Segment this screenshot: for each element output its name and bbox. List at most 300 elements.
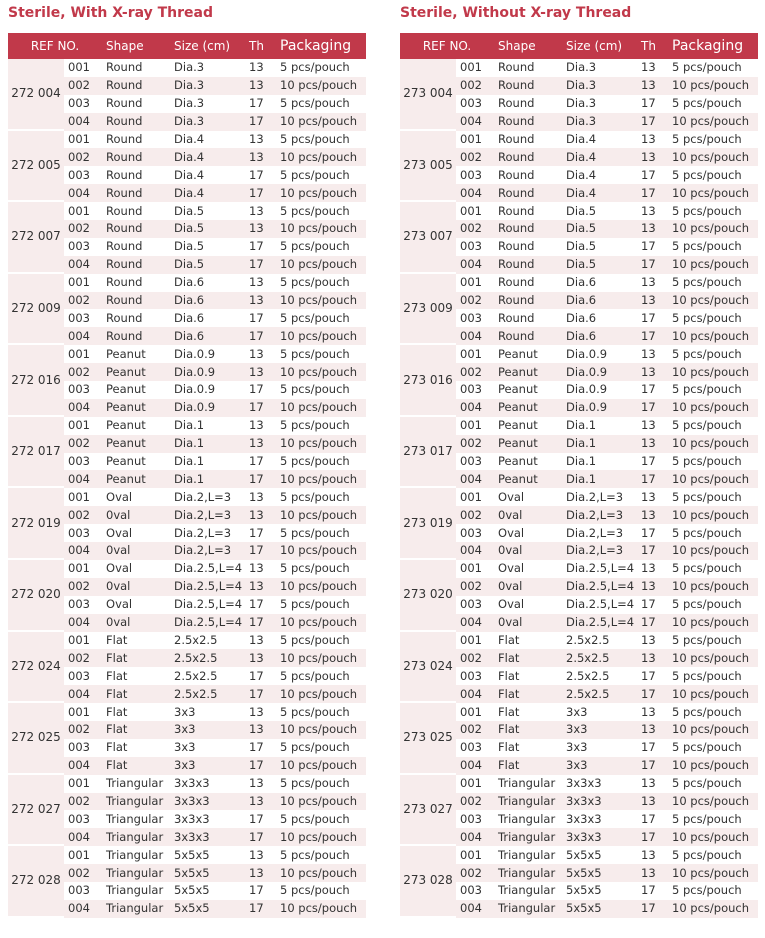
cell-sub-ref: 002 <box>64 506 102 524</box>
cell-size: Dia.3 <box>170 95 245 113</box>
cell-thickness: 13 <box>637 560 668 578</box>
cell-shape: Round <box>102 113 170 131</box>
panel-with-xray <box>8 0 366 918</box>
cell-size: 5x5x5 <box>170 900 245 918</box>
cell-sub-ref: 001 <box>456 846 494 864</box>
table-row <box>400 59 758 77</box>
cell-packaging: 10 pcs/pouch <box>668 542 758 560</box>
cell-thickness: 17 <box>637 453 668 471</box>
cell-size: Dia.0.9 <box>562 363 637 381</box>
cell-shape: 0val <box>102 578 170 596</box>
cell-size: 5x5x5 <box>562 882 637 900</box>
cell-size: 3x3x3 <box>170 775 245 793</box>
cell-sub-ref: 003 <box>456 596 494 614</box>
cell-shape: 0val <box>494 506 562 524</box>
cell-size: 5x5x5 <box>562 846 637 864</box>
cell-shape: Flat <box>102 757 170 775</box>
cell-thickness: 17 <box>637 596 668 614</box>
cell-shape: Flat <box>494 649 562 667</box>
cell-sub-ref: 001 <box>64 632 102 650</box>
cell-thickness: 13 <box>637 202 668 220</box>
cell-shape: Flat <box>102 649 170 667</box>
cell-thickness: 13 <box>245 632 276 650</box>
cell-size: Dia.2.5,L=4 <box>170 596 245 614</box>
table-row <box>8 274 366 292</box>
cell-sub-ref: 003 <box>456 453 494 471</box>
cell-packaging: 10 pcs/pouch <box>276 77 366 95</box>
cell-size: 3x3x3 <box>562 775 637 793</box>
cell-shape: Triangular <box>102 775 170 793</box>
cell-shape: Oval <box>494 596 562 614</box>
table-row <box>400 846 758 864</box>
cell-thickness: 17 <box>637 381 668 399</box>
header-ref-no: REF NO. <box>8 33 102 59</box>
cell-packaging: 10 pcs/pouch <box>668 506 758 524</box>
cell-shape: Flat <box>102 632 170 650</box>
table-row <box>400 632 758 650</box>
cell-shape: Triangular <box>102 882 170 900</box>
cell-packaging: 5 pcs/pouch <box>668 882 758 900</box>
cell-shape: Round <box>102 131 170 149</box>
cell-size: Dia.2.5,L=4 <box>562 596 637 614</box>
cell-sub-ref: 002 <box>64 435 102 453</box>
cell-shape: Triangular <box>102 793 170 811</box>
table-row <box>8 703 366 721</box>
cell-sub-ref: 002 <box>456 77 494 95</box>
cell-sub-ref: 001 <box>456 775 494 793</box>
cell-packaging: 5 pcs/pouch <box>276 739 366 757</box>
cell-size: Dia.0.9 <box>562 399 637 417</box>
cell-size: Dia.0.9 <box>170 363 245 381</box>
cell-shape: Round <box>102 309 170 327</box>
cell-packaging: 10 pcs/pouch <box>276 793 366 811</box>
cell-ref-no: 272 025 <box>8 703 64 775</box>
cell-size: Dia.3 <box>170 59 245 77</box>
cell-packaging: 10 pcs/pouch <box>668 828 758 846</box>
cell-sub-ref: 002 <box>456 435 494 453</box>
cell-shape: Triangular <box>102 900 170 918</box>
cell-packaging: 10 pcs/pouch <box>276 828 366 846</box>
cell-size: Dia.6 <box>562 327 637 345</box>
cell-packaging: 5 pcs/pouch <box>668 131 758 149</box>
cell-size: Dia.5 <box>170 238 245 256</box>
cell-packaging: 10 pcs/pouch <box>668 793 758 811</box>
cell-thickness: 13 <box>245 506 276 524</box>
cell-thickness: 17 <box>637 256 668 274</box>
cell-packaging: 10 pcs/pouch <box>668 757 758 775</box>
cell-thickness: 13 <box>245 721 276 739</box>
cell-packaging: 10 pcs/pouch <box>668 470 758 488</box>
cell-packaging: 10 pcs/pouch <box>276 148 366 166</box>
cell-packaging: 5 pcs/pouch <box>668 775 758 793</box>
cell-shape: Round <box>102 292 170 310</box>
cell-packaging: 10 pcs/pouch <box>668 363 758 381</box>
cell-size: Dia.1 <box>170 435 245 453</box>
cell-thickness: 13 <box>637 506 668 524</box>
cell-sub-ref: 002 <box>456 220 494 238</box>
table-body <box>8 59 366 918</box>
cell-thickness: 13 <box>245 560 276 578</box>
cell-shape: Flat <box>494 685 562 703</box>
cell-size: Dia.1 <box>170 470 245 488</box>
cell-packaging: 5 pcs/pouch <box>276 202 366 220</box>
cell-thickness: 13 <box>245 148 276 166</box>
cell-thickness: 13 <box>245 59 276 77</box>
cell-shape: 0val <box>102 506 170 524</box>
cell-ref-no: 272 019 <box>8 488 64 560</box>
cell-shape: Triangular <box>494 846 562 864</box>
cell-sub-ref: 001 <box>64 775 102 793</box>
panel-title: Sterile, With X-ray Thread <box>8 5 214 21</box>
cell-thickness: 17 <box>637 238 668 256</box>
cell-shape: Round <box>102 238 170 256</box>
cell-size: Dia.5 <box>562 238 637 256</box>
cell-shape: Peanut <box>102 435 170 453</box>
cell-packaging: 5 pcs/pouch <box>668 381 758 399</box>
cell-ref-no: 272 027 <box>8 775 64 847</box>
cell-shape: 0val <box>494 578 562 596</box>
cell-thickness: 17 <box>245 542 276 560</box>
cell-sub-ref: 002 <box>456 363 494 381</box>
cell-packaging: 10 pcs/pouch <box>276 470 366 488</box>
cell-sub-ref: 003 <box>456 95 494 113</box>
cell-size: 3x3 <box>562 739 637 757</box>
cell-sub-ref: 001 <box>64 417 102 435</box>
header-ref-no: REF NO. <box>400 33 494 59</box>
cell-ref-no: 273 024 <box>400 632 456 704</box>
cell-thickness: 17 <box>637 828 668 846</box>
cell-sub-ref: 004 <box>456 542 494 560</box>
cell-thickness: 17 <box>637 470 668 488</box>
table-header <box>8 33 366 59</box>
cell-size: Dia.3 <box>170 113 245 131</box>
cell-thickness: 17 <box>637 309 668 327</box>
cell-sub-ref: 001 <box>456 703 494 721</box>
cell-thickness: 13 <box>245 292 276 310</box>
cell-thickness: 13 <box>245 417 276 435</box>
cell-shape: Triangular <box>494 864 562 882</box>
cell-size: Dia.3 <box>170 77 245 95</box>
cell-size: 2.5x2.5 <box>170 667 245 685</box>
cell-sub-ref: 001 <box>456 345 494 363</box>
cell-thickness: 17 <box>637 542 668 560</box>
cell-shape: Peanut <box>494 381 562 399</box>
table-row <box>8 488 366 506</box>
cell-ref-no: 273 017 <box>400 417 456 489</box>
cell-sub-ref: 004 <box>64 113 102 131</box>
cell-thickness: 13 <box>637 59 668 77</box>
cell-size: Dia.5 <box>562 202 637 220</box>
cell-size: 2.5x2.5 <box>170 632 245 650</box>
cell-packaging: 10 pcs/pouch <box>668 864 758 882</box>
cell-size: 3x3x3 <box>170 793 245 811</box>
cell-shape: Round <box>494 131 562 149</box>
table-row <box>400 202 758 220</box>
cell-sub-ref: 001 <box>64 59 102 77</box>
cell-packaging: 10 pcs/pouch <box>276 292 366 310</box>
cell-packaging: 5 pcs/pouch <box>276 309 366 327</box>
cell-shape: Flat <box>494 721 562 739</box>
cell-packaging: 10 pcs/pouch <box>668 113 758 131</box>
cell-shape: Peanut <box>494 417 562 435</box>
cell-size: 5x5x5 <box>170 882 245 900</box>
cell-shape: Triangular <box>494 793 562 811</box>
cell-shape: Round <box>102 148 170 166</box>
cell-size: Dia.2.5,L=4 <box>170 578 245 596</box>
cell-packaging: 5 pcs/pouch <box>276 274 366 292</box>
cell-sub-ref: 002 <box>64 721 102 739</box>
cell-sub-ref: 003 <box>456 238 494 256</box>
cell-size: 3x3 <box>562 703 637 721</box>
cell-packaging: 5 pcs/pouch <box>668 596 758 614</box>
cell-thickness: 17 <box>245 453 276 471</box>
cell-sub-ref: 004 <box>456 757 494 775</box>
cell-shape: Round <box>494 113 562 131</box>
cell-sub-ref: 003 <box>64 95 102 113</box>
cell-sub-ref: 003 <box>64 453 102 471</box>
cell-size: Dia.4 <box>562 166 637 184</box>
cell-shape: Round <box>102 220 170 238</box>
cell-thickness: 17 <box>245 685 276 703</box>
cell-packaging: 10 pcs/pouch <box>276 757 366 775</box>
cell-packaging: 5 pcs/pouch <box>276 488 366 506</box>
cell-sub-ref: 001 <box>456 202 494 220</box>
cell-ref-no: 273 027 <box>400 775 456 847</box>
cell-packaging: 10 pcs/pouch <box>276 113 366 131</box>
cell-shape: Flat <box>494 632 562 650</box>
cell-ref-no: 273 019 <box>400 488 456 560</box>
cell-thickness: 17 <box>245 810 276 828</box>
cell-packaging: 5 pcs/pouch <box>276 632 366 650</box>
cell-sub-ref: 003 <box>456 667 494 685</box>
cell-shape: Round <box>494 238 562 256</box>
cell-shape: Peanut <box>102 381 170 399</box>
cell-thickness: 17 <box>245 238 276 256</box>
cell-size: Dia.2,L=3 <box>170 542 245 560</box>
cell-sub-ref: 004 <box>64 757 102 775</box>
cell-sub-ref: 004 <box>64 685 102 703</box>
cell-thickness: 17 <box>245 882 276 900</box>
product-table <box>400 33 758 918</box>
cell-thickness: 13 <box>637 775 668 793</box>
cell-packaging: 5 pcs/pouch <box>668 59 758 77</box>
header-th: Th <box>637 33 668 59</box>
cell-shape: Peanut <box>494 345 562 363</box>
cell-size: Dia.6 <box>170 292 245 310</box>
cell-shape: Flat <box>102 685 170 703</box>
cell-size: 5x5x5 <box>170 846 245 864</box>
table-row <box>400 345 758 363</box>
cell-packaging: 10 pcs/pouch <box>276 506 366 524</box>
cell-sub-ref: 001 <box>64 202 102 220</box>
cell-size: Dia.4 <box>170 148 245 166</box>
cell-thickness: 13 <box>637 417 668 435</box>
cell-sub-ref: 003 <box>64 166 102 184</box>
cell-shape: 0val <box>102 542 170 560</box>
cell-ref-no: 272 024 <box>8 632 64 704</box>
cell-size: 3x3x3 <box>562 828 637 846</box>
cell-packaging: 5 pcs/pouch <box>668 417 758 435</box>
cell-thickness: 13 <box>637 345 668 363</box>
cell-shape: Flat <box>102 739 170 757</box>
cell-size: Dia.2,L=3 <box>170 524 245 542</box>
cell-packaging: 5 pcs/pouch <box>668 202 758 220</box>
cell-sub-ref: 004 <box>456 614 494 632</box>
cell-packaging: 5 pcs/pouch <box>668 524 758 542</box>
cell-sub-ref: 002 <box>456 864 494 882</box>
cell-sub-ref: 004 <box>456 256 494 274</box>
cell-thickness: 13 <box>637 274 668 292</box>
cell-sub-ref: 003 <box>456 381 494 399</box>
cell-size: Dia.2,L=3 <box>562 524 637 542</box>
cell-thickness: 13 <box>245 202 276 220</box>
cell-sub-ref: 004 <box>456 900 494 918</box>
cell-packaging: 10 pcs/pouch <box>276 721 366 739</box>
cell-thickness: 13 <box>245 864 276 882</box>
cell-packaging: 10 pcs/pouch <box>668 614 758 632</box>
cell-packaging: 10 pcs/pouch <box>276 256 366 274</box>
cell-shape: Flat <box>494 703 562 721</box>
cell-shape: Peanut <box>494 435 562 453</box>
cell-thickness: 17 <box>637 685 668 703</box>
cell-thickness: 17 <box>245 399 276 417</box>
cell-sub-ref: 004 <box>456 184 494 202</box>
cell-size: 2.5x2.5 <box>170 649 245 667</box>
cell-sub-ref: 004 <box>456 113 494 131</box>
cell-thickness: 17 <box>245 596 276 614</box>
cell-shape: Peanut <box>494 363 562 381</box>
cell-sub-ref: 002 <box>64 77 102 95</box>
cell-size: Dia.1 <box>562 470 637 488</box>
cell-packaging: 5 pcs/pouch <box>668 703 758 721</box>
cell-shape: Oval <box>102 560 170 578</box>
cell-thickness: 17 <box>245 739 276 757</box>
cell-packaging: 5 pcs/pouch <box>668 238 758 256</box>
cell-sub-ref: 004 <box>64 614 102 632</box>
cell-thickness: 13 <box>245 488 276 506</box>
cell-shape: Triangular <box>102 828 170 846</box>
cell-thickness: 17 <box>637 614 668 632</box>
table-body <box>400 59 758 918</box>
cell-ref-no: 273 016 <box>400 345 456 417</box>
cell-shape: Peanut <box>494 399 562 417</box>
cell-sub-ref: 002 <box>456 649 494 667</box>
cell-shape: Triangular <box>494 775 562 793</box>
cell-sub-ref: 004 <box>64 828 102 846</box>
cell-shape: Round <box>102 59 170 77</box>
cell-sub-ref: 002 <box>64 363 102 381</box>
cell-ref-no: 272 016 <box>8 345 64 417</box>
cell-size: 2.5x2.5 <box>562 667 637 685</box>
cell-size: Dia.2.5,L=4 <box>170 560 245 578</box>
cell-thickness: 13 <box>245 775 276 793</box>
table-row <box>8 775 366 793</box>
cell-ref-no: 273 007 <box>400 202 456 274</box>
cell-size: Dia.6 <box>170 327 245 345</box>
cell-size: Dia.5 <box>170 220 245 238</box>
cell-shape: Round <box>494 59 562 77</box>
table-row <box>400 703 758 721</box>
cell-shape: Oval <box>102 596 170 614</box>
cell-size: 2.5x2.5 <box>562 685 637 703</box>
cell-thickness: 13 <box>637 721 668 739</box>
cell-sub-ref: 004 <box>64 184 102 202</box>
cell-thickness: 13 <box>245 274 276 292</box>
cell-thickness: 13 <box>637 77 668 95</box>
cell-sub-ref: 002 <box>456 506 494 524</box>
cell-thickness: 13 <box>637 148 668 166</box>
cell-sub-ref: 003 <box>64 381 102 399</box>
cell-size: 3x3x3 <box>562 793 637 811</box>
cell-sub-ref: 004 <box>64 542 102 560</box>
cell-sub-ref: 002 <box>456 793 494 811</box>
cell-shape: Peanut <box>102 399 170 417</box>
cell-sub-ref: 003 <box>456 166 494 184</box>
table-row <box>8 417 366 435</box>
cell-thickness: 17 <box>637 667 668 685</box>
cell-size: 3x3 <box>170 739 245 757</box>
table-row <box>8 560 366 578</box>
cell-shape: Oval <box>494 560 562 578</box>
cell-thickness: 17 <box>245 327 276 345</box>
cell-size: Dia.0.9 <box>170 345 245 363</box>
cell-thickness: 17 <box>245 95 276 113</box>
cell-thickness: 13 <box>245 345 276 363</box>
cell-thickness: 17 <box>245 256 276 274</box>
cell-size: Dia.2,L=3 <box>170 488 245 506</box>
cell-thickness: 17 <box>637 757 668 775</box>
header-size: Size (cm) <box>170 33 245 59</box>
cell-thickness: 13 <box>637 703 668 721</box>
cell-thickness: 13 <box>637 846 668 864</box>
cell-thickness: 17 <box>637 739 668 757</box>
header-packaging: Packaging <box>668 33 758 59</box>
cell-shape: Peanut <box>494 453 562 471</box>
cell-ref-no: 273 025 <box>400 703 456 775</box>
cell-sub-ref: 001 <box>456 274 494 292</box>
cell-size: Dia.2.5,L=4 <box>562 578 637 596</box>
cell-packaging: 5 pcs/pouch <box>276 453 366 471</box>
cell-size: Dia.0.9 <box>170 399 245 417</box>
cell-sub-ref: 002 <box>64 292 102 310</box>
cell-size: Dia.1 <box>562 453 637 471</box>
cell-packaging: 10 pcs/pouch <box>668 256 758 274</box>
cell-sub-ref: 003 <box>64 238 102 256</box>
cell-size: Dia.0.9 <box>562 345 637 363</box>
cell-packaging: 10 pcs/pouch <box>276 542 366 560</box>
cell-packaging: 5 pcs/pouch <box>276 524 366 542</box>
cell-thickness: 13 <box>637 649 668 667</box>
table-row <box>400 417 758 435</box>
cell-thickness: 17 <box>245 113 276 131</box>
cell-sub-ref: 004 <box>64 900 102 918</box>
cell-size: Dia.2.5,L=4 <box>170 614 245 632</box>
table-header <box>400 33 758 59</box>
cell-size: 3x3 <box>170 721 245 739</box>
cell-ref-no: 272 009 <box>8 274 64 346</box>
cell-shape: Round <box>102 77 170 95</box>
cell-packaging: 5 pcs/pouch <box>276 131 366 149</box>
cell-size: Dia.5 <box>170 256 245 274</box>
cell-packaging: 5 pcs/pouch <box>276 775 366 793</box>
cell-shape: Flat <box>102 721 170 739</box>
cell-sub-ref: 001 <box>456 417 494 435</box>
cell-thickness: 17 <box>245 184 276 202</box>
cell-size: 2.5x2.5 <box>562 632 637 650</box>
header-shape: Shape <box>494 33 562 59</box>
table-row <box>400 560 758 578</box>
cell-size: Dia.0.9 <box>562 381 637 399</box>
